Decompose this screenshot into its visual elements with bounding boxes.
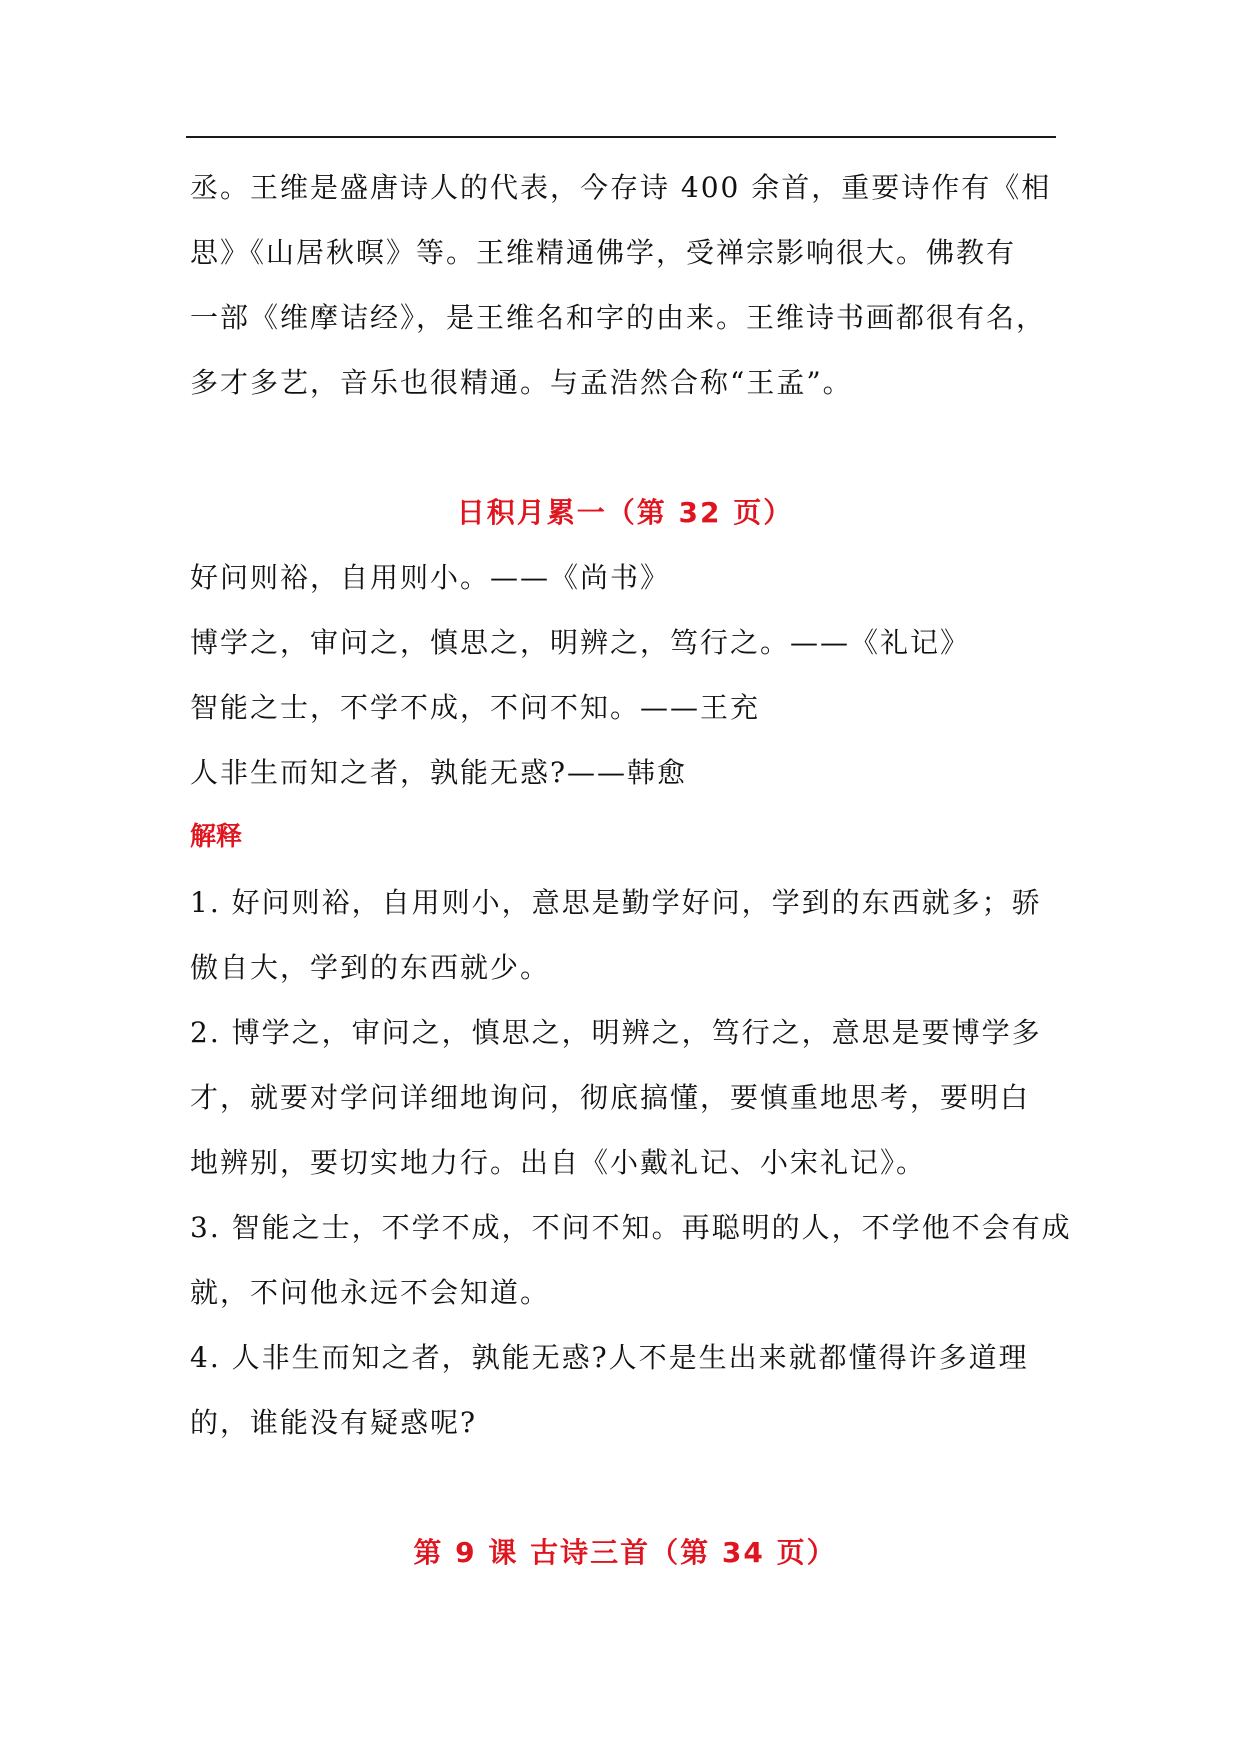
quote-line: 博学之，审问之，慎思之，明辨之，笃行之。——《礼记》 xyxy=(190,626,971,659)
bio-paragraph xyxy=(190,155,1060,415)
explanation-line: 傲自大，学到的东西就少。 xyxy=(190,951,551,984)
quote-line: 智能之士，不学不成，不问不知。——王充 xyxy=(190,691,761,724)
explanation-line: 地辨别，要切实地力行。出自《小戴礼记、小宋礼记》。 xyxy=(190,1146,927,1179)
explanation-line: 1. 好问则裕，自用则小，意思是勤学好问，学到的东西就多；骄 xyxy=(190,886,1042,919)
explanation-line: 就，不问他永远不会知道。 xyxy=(190,1276,551,1309)
quote-line: 好问则裕，自用则小。——《尚书》 xyxy=(190,561,671,594)
text-line: 一部《维摩诘经》，是王维名和字的由来。王维诗书画都很有名， xyxy=(190,301,1047,334)
section-title: 日积月累一（第 32 页） xyxy=(456,496,794,529)
explanation-label: 解释 xyxy=(190,822,243,852)
page-content xyxy=(190,155,1072,1585)
quote-line: 人非生而知之者，孰能无惑?——韩愈 xyxy=(190,756,688,789)
header-divider xyxy=(186,136,1056,138)
text-line: 思》《山居秋暝》等。王维精通佛学，受禅宗影响很大。佛教有 xyxy=(190,236,1017,269)
text-line: 丞。王维是盛唐诗人的代表，今存诗 400 余首，重要诗作有《相 xyxy=(190,171,1052,204)
next-lesson-title: 第 9 课 古诗三首（第 34 页） xyxy=(413,1536,837,1569)
explanation-line: 才，就要对学问详细地询问，彻底搞懂，要慎重地思考，要明白 xyxy=(190,1081,1031,1114)
spacer xyxy=(190,415,1060,480)
quotes-list xyxy=(190,545,1060,805)
explanation-list xyxy=(190,870,1072,1455)
explanation-line: 的，谁能没有疑惑呢? xyxy=(190,1406,478,1439)
text-line: 多才多艺，音乐也很精通。与孟浩然合称“王孟”。 xyxy=(190,366,853,399)
explanation-line: 2. 博学之，审问之，慎思之，明辨之，笃行之，意思是要博学多 xyxy=(190,1016,1042,1049)
spacer xyxy=(190,1455,1060,1520)
explanation-line: 3. 智能之士，不学不成，不问不知。再聪明的人，不学他不会有成 xyxy=(190,1211,1072,1244)
explanation-line: 4. 人非生而知之者，孰能无惑?人不是生出来就都懂得许多道理 xyxy=(190,1341,1029,1374)
